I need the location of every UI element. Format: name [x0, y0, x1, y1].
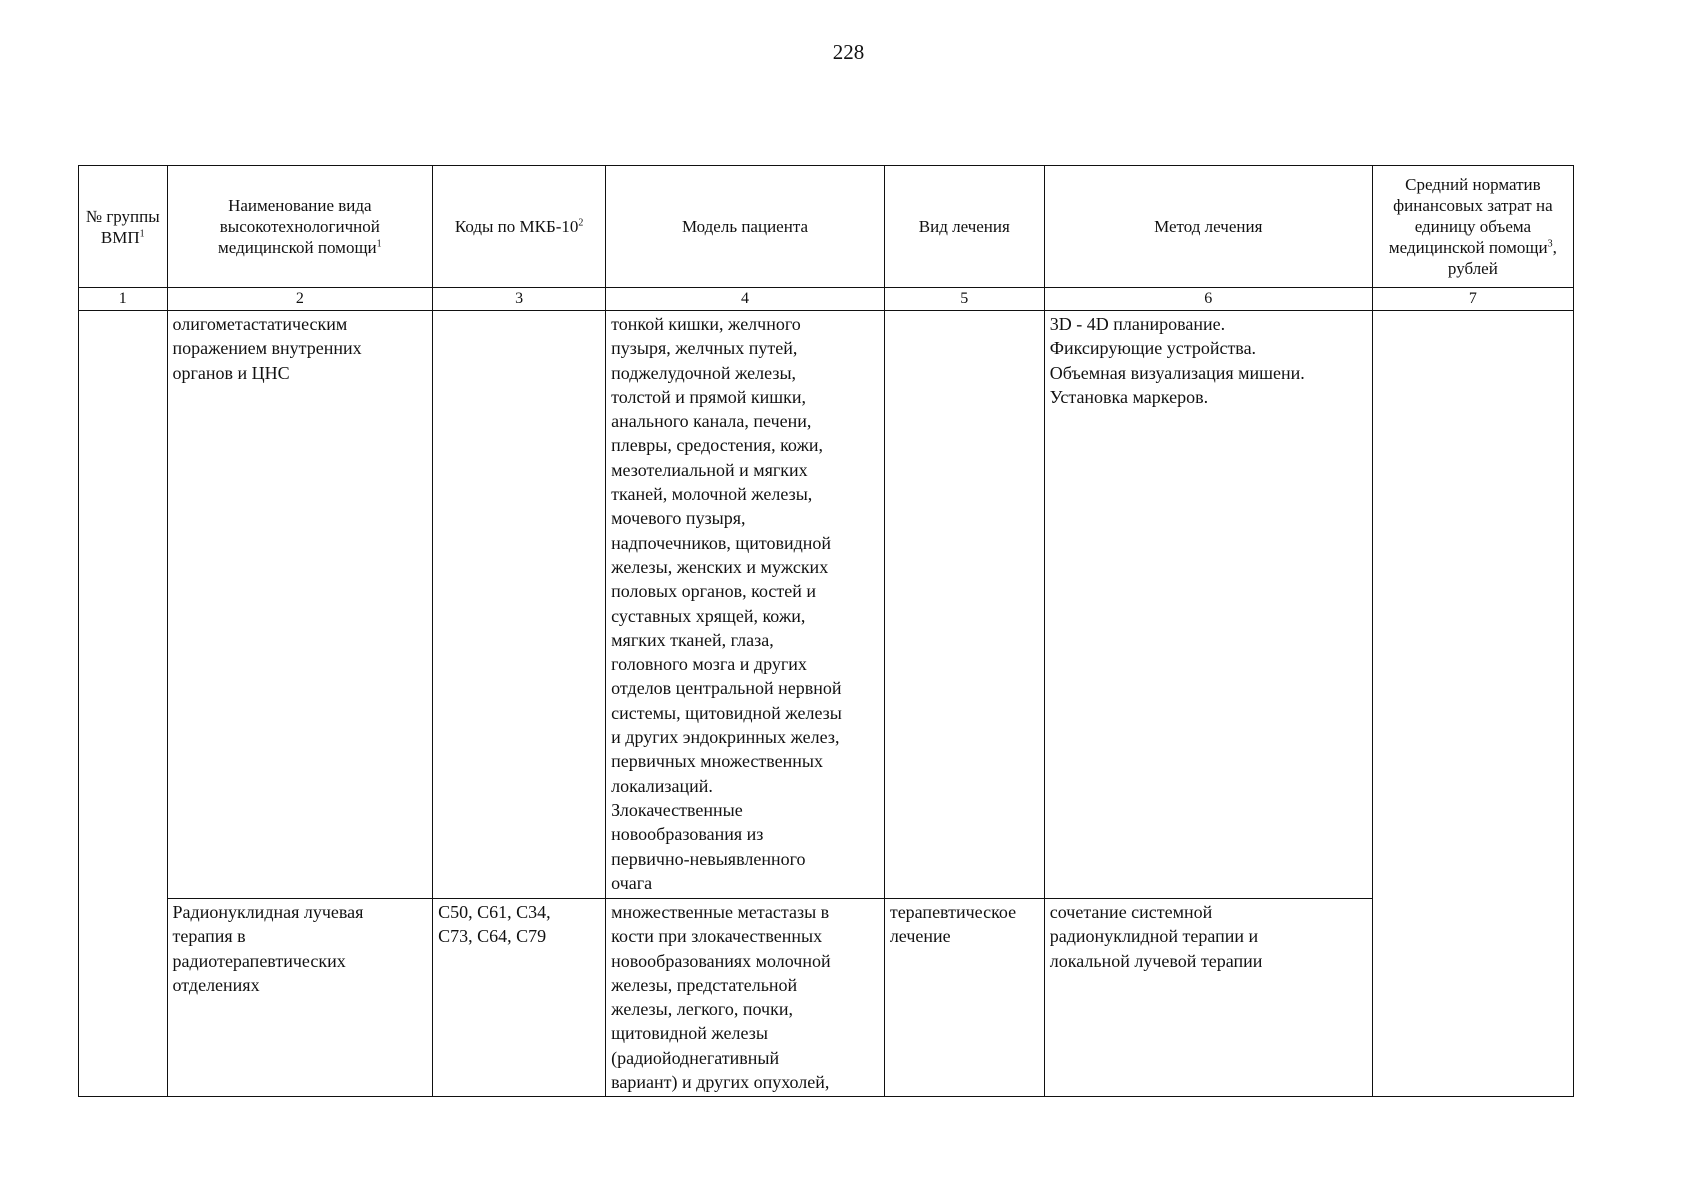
patient-model-cell: множественные метастазы в кости при злокачественных новообразованиях молочной железы, предстательной железы, легкого, почки, щитовидной железы (радиойоднегативный вариант) и других опухолей, [606, 899, 885, 1097]
column-number: 5 [884, 288, 1044, 311]
group-number-cell [79, 311, 168, 1097]
care-name-cell: олигометастатическим поражением внутренних органов и ЦНС [167, 311, 433, 899]
icd-codes-cell [433, 311, 606, 899]
column-number: 1 [79, 288, 168, 311]
header-cost-standard: Средний норматив финансовых затрат на единицу объема медицинской помощи$^3$, рублей [1372, 166, 1573, 288]
page-number: 228 [832, 40, 865, 64]
treatment-method-cell: 3D - 4D планирование. Фиксирующие устройства. Объемная визуализация мишени. Установка маркеров. [1044, 311, 1372, 899]
header-treatment-type: Вид лечения [884, 166, 1044, 288]
header-row [79, 166, 1574, 288]
header-treatment-method: Метод лечения [1044, 166, 1372, 288]
treatment-type-cell [884, 311, 1044, 899]
header-care-name: Наименование вида высокотехнологичной медицинской помощи$^1$ [167, 166, 433, 288]
treatment-type-cell: терапевтическое лечение [884, 899, 1044, 1097]
column-number: 7 [1372, 288, 1573, 311]
icd-codes-cell: C50, C61, C34, C73, C64, C79 [433, 899, 606, 1097]
treatment-method-cell: сочетание системной радионуклидной терапии и локальной лучевой терапии [1044, 899, 1372, 1097]
treatment-table [78, 165, 1574, 1097]
header-group-number: № группы ВМП$^1$ [79, 166, 168, 288]
table-row [79, 311, 1574, 899]
column-number: 3 [433, 288, 606, 311]
care-name-cell: Радионуклидная лучевая терапия в радиотерапевтических отделениях [167, 899, 433, 1097]
table-row [79, 899, 1574, 1097]
patient-model-cell: тонкой кишки, желчного пузыря, желчных путей, поджелудочной железы, толстой и прямой кишки, анального канала, печени, плевры, средостения, кожи, мезотелиальной и мягких тканей, молочной железы, мочевого пузыря, надпочечников, щитовидной железы, женских и мужских половых органов, костей и суставных хрящей, кожи, мягких тканей, глаза, головного мозга и других отделов центральной нервной системы, щитовидной железы и других эндокринных желез, первичных множественных локализаций. Злокачественные новообразования из первично-невыявленного очага [606, 311, 885, 899]
header-patient-model: Модель пациента [606, 166, 885, 288]
column-number: 6 [1044, 288, 1372, 311]
column-number: 2 [167, 288, 433, 311]
header-icd-codes: Коды по МКБ-$10^2$ [433, 166, 606, 288]
cost-standard-cell [1372, 311, 1573, 1097]
column-number: 4 [606, 288, 885, 311]
column-number-row [79, 288, 1574, 311]
